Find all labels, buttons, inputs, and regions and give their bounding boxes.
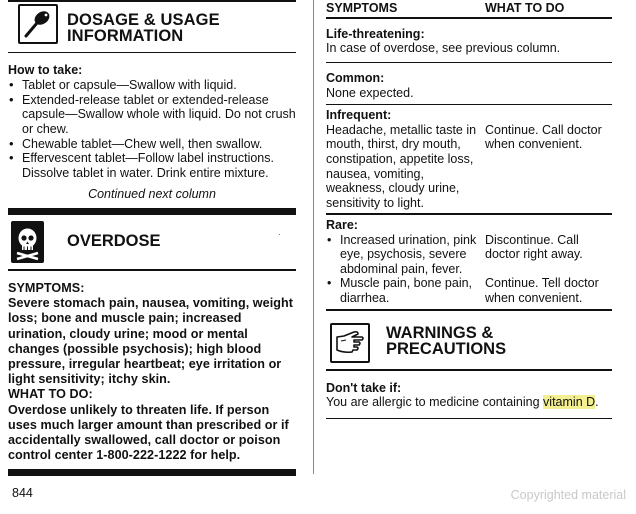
life-threatening-title: Life-threatening:	[326, 26, 425, 41]
warnings-header	[326, 319, 612, 365]
rare-title: Rare:	[326, 217, 358, 232]
overdose-symptoms-label: SYMPTOMS:	[8, 280, 85, 295]
right-column	[326, 0, 612, 419]
table-row	[326, 233, 612, 277]
section-rule	[326, 309, 612, 311]
dont-take-section	[326, 371, 612, 410]
warnings-title-line2: PRECAUTIONS	[386, 340, 507, 359]
common-text: None expected.	[326, 85, 414, 100]
table-row	[326, 123, 612, 211]
dont-take-text-end: .	[595, 395, 599, 410]
overdose-rule	[8, 269, 296, 271]
how-to-take-list	[8, 78, 296, 180]
rare-symptom: • Muscle pain, bone pain, diarrhea.	[326, 276, 485, 305]
infrequent-title: Infrequent:	[326, 108, 392, 123]
rare-action: Discontinue. Call doctor right away.	[485, 232, 583, 262]
dosage-title-line1: DOSAGE & USAGE	[67, 10, 220, 29]
column-headings	[326, 0, 612, 17]
overdose-top-bar	[8, 208, 296, 215]
rare-symptom: • Increased urination, pink eye, psychosis, severe abdominal pain, fever.	[326, 233, 485, 277]
pointing-hand-icon	[330, 323, 370, 363]
list-item: • Extended-release tablet or extended-release capsule—Swallow whole with liquid. Do not crush or chew.	[8, 93, 296, 137]
warnings-title-line1: WARNINGS &	[386, 324, 494, 343]
dont-take-text	[326, 395, 612, 410]
overdose-title: OVERDOSE	[67, 232, 161, 251]
warnings-bottom-rule	[326, 418, 612, 420]
overdose-what-text: Overdose unlikely to threaten life. If person uses much larger amount than prescribed or if accidentally swallowed, call doctor or poison control center 1-800-222-1222 for help.	[8, 402, 289, 463]
skull-icon	[11, 221, 44, 263]
page-number: 844	[12, 486, 33, 500]
infrequent-symptoms: Headache, metallic taste in mouth, thirst, dry mouth, constipation, appetite loss, nausea, vomiting, weakness, cloudy urine, sensitivity to light.	[326, 122, 477, 210]
continued-note: Continued next column	[88, 187, 216, 202]
list-item: • Effervescent tablet—Follow label instructions. Dissolve tablet in water. Drink entire mixture.	[8, 151, 296, 180]
table-row	[326, 276, 612, 305]
list-item: • Tablet or capsule—Swallow with liquid.	[8, 78, 296, 93]
warnings-title	[386, 325, 506, 357]
rare-section	[326, 215, 612, 306]
overdose-header	[8, 215, 296, 265]
symptoms-heading: SYMPTOMS	[326, 1, 398, 15]
life-threatening-text: In case of overdose, see previous column.	[326, 41, 561, 56]
infrequent-action: Continue. Call doctor when convenient.	[485, 122, 602, 152]
life-threatening-section	[326, 19, 612, 56]
dont-take-title: Don't take if:	[326, 380, 402, 395]
common-title: Common:	[326, 71, 385, 86]
dosage-title	[67, 12, 220, 44]
left-column	[8, 0, 296, 476]
dosage-title-line2: INFORMATION	[67, 26, 184, 45]
what-to-do-heading: WHAT TO DO	[485, 1, 565, 15]
dosage-rule	[8, 52, 296, 54]
infrequent-section	[326, 105, 612, 210]
copyright-watermark: Copyrighted material	[510, 488, 626, 502]
overdose-what-label: WHAT TO DO:	[8, 387, 93, 402]
rare-action: Continue. Tell doctor when convenient.	[485, 276, 599, 305]
dont-take-text-main: You are allergic to medicine containing	[326, 395, 540, 410]
overdose-symptoms-text: Severe stomach pain, nausea, vomiting, weight loss; bone and muscle pain; increased urination, cloudy urine; mood or mental changes (possible psychosis); high blood pressure, irregular heartbeat; eye irritation or light sensitivity; itchy skin.	[8, 296, 293, 387]
list-item: • Chewable tablet—Chew well, then swallow.	[8, 137, 296, 152]
common-section	[326, 63, 612, 100]
print-mark: ·	[278, 229, 281, 240]
spoon-icon	[18, 4, 58, 44]
overdose-body	[8, 281, 296, 463]
overdose-bottom-bar	[8, 469, 296, 476]
column-divider	[313, 0, 314, 474]
how-to-take-heading: How to take:	[8, 63, 83, 78]
highlighted-term: vitamin D	[543, 395, 596, 410]
dosage-header	[8, 2, 296, 46]
